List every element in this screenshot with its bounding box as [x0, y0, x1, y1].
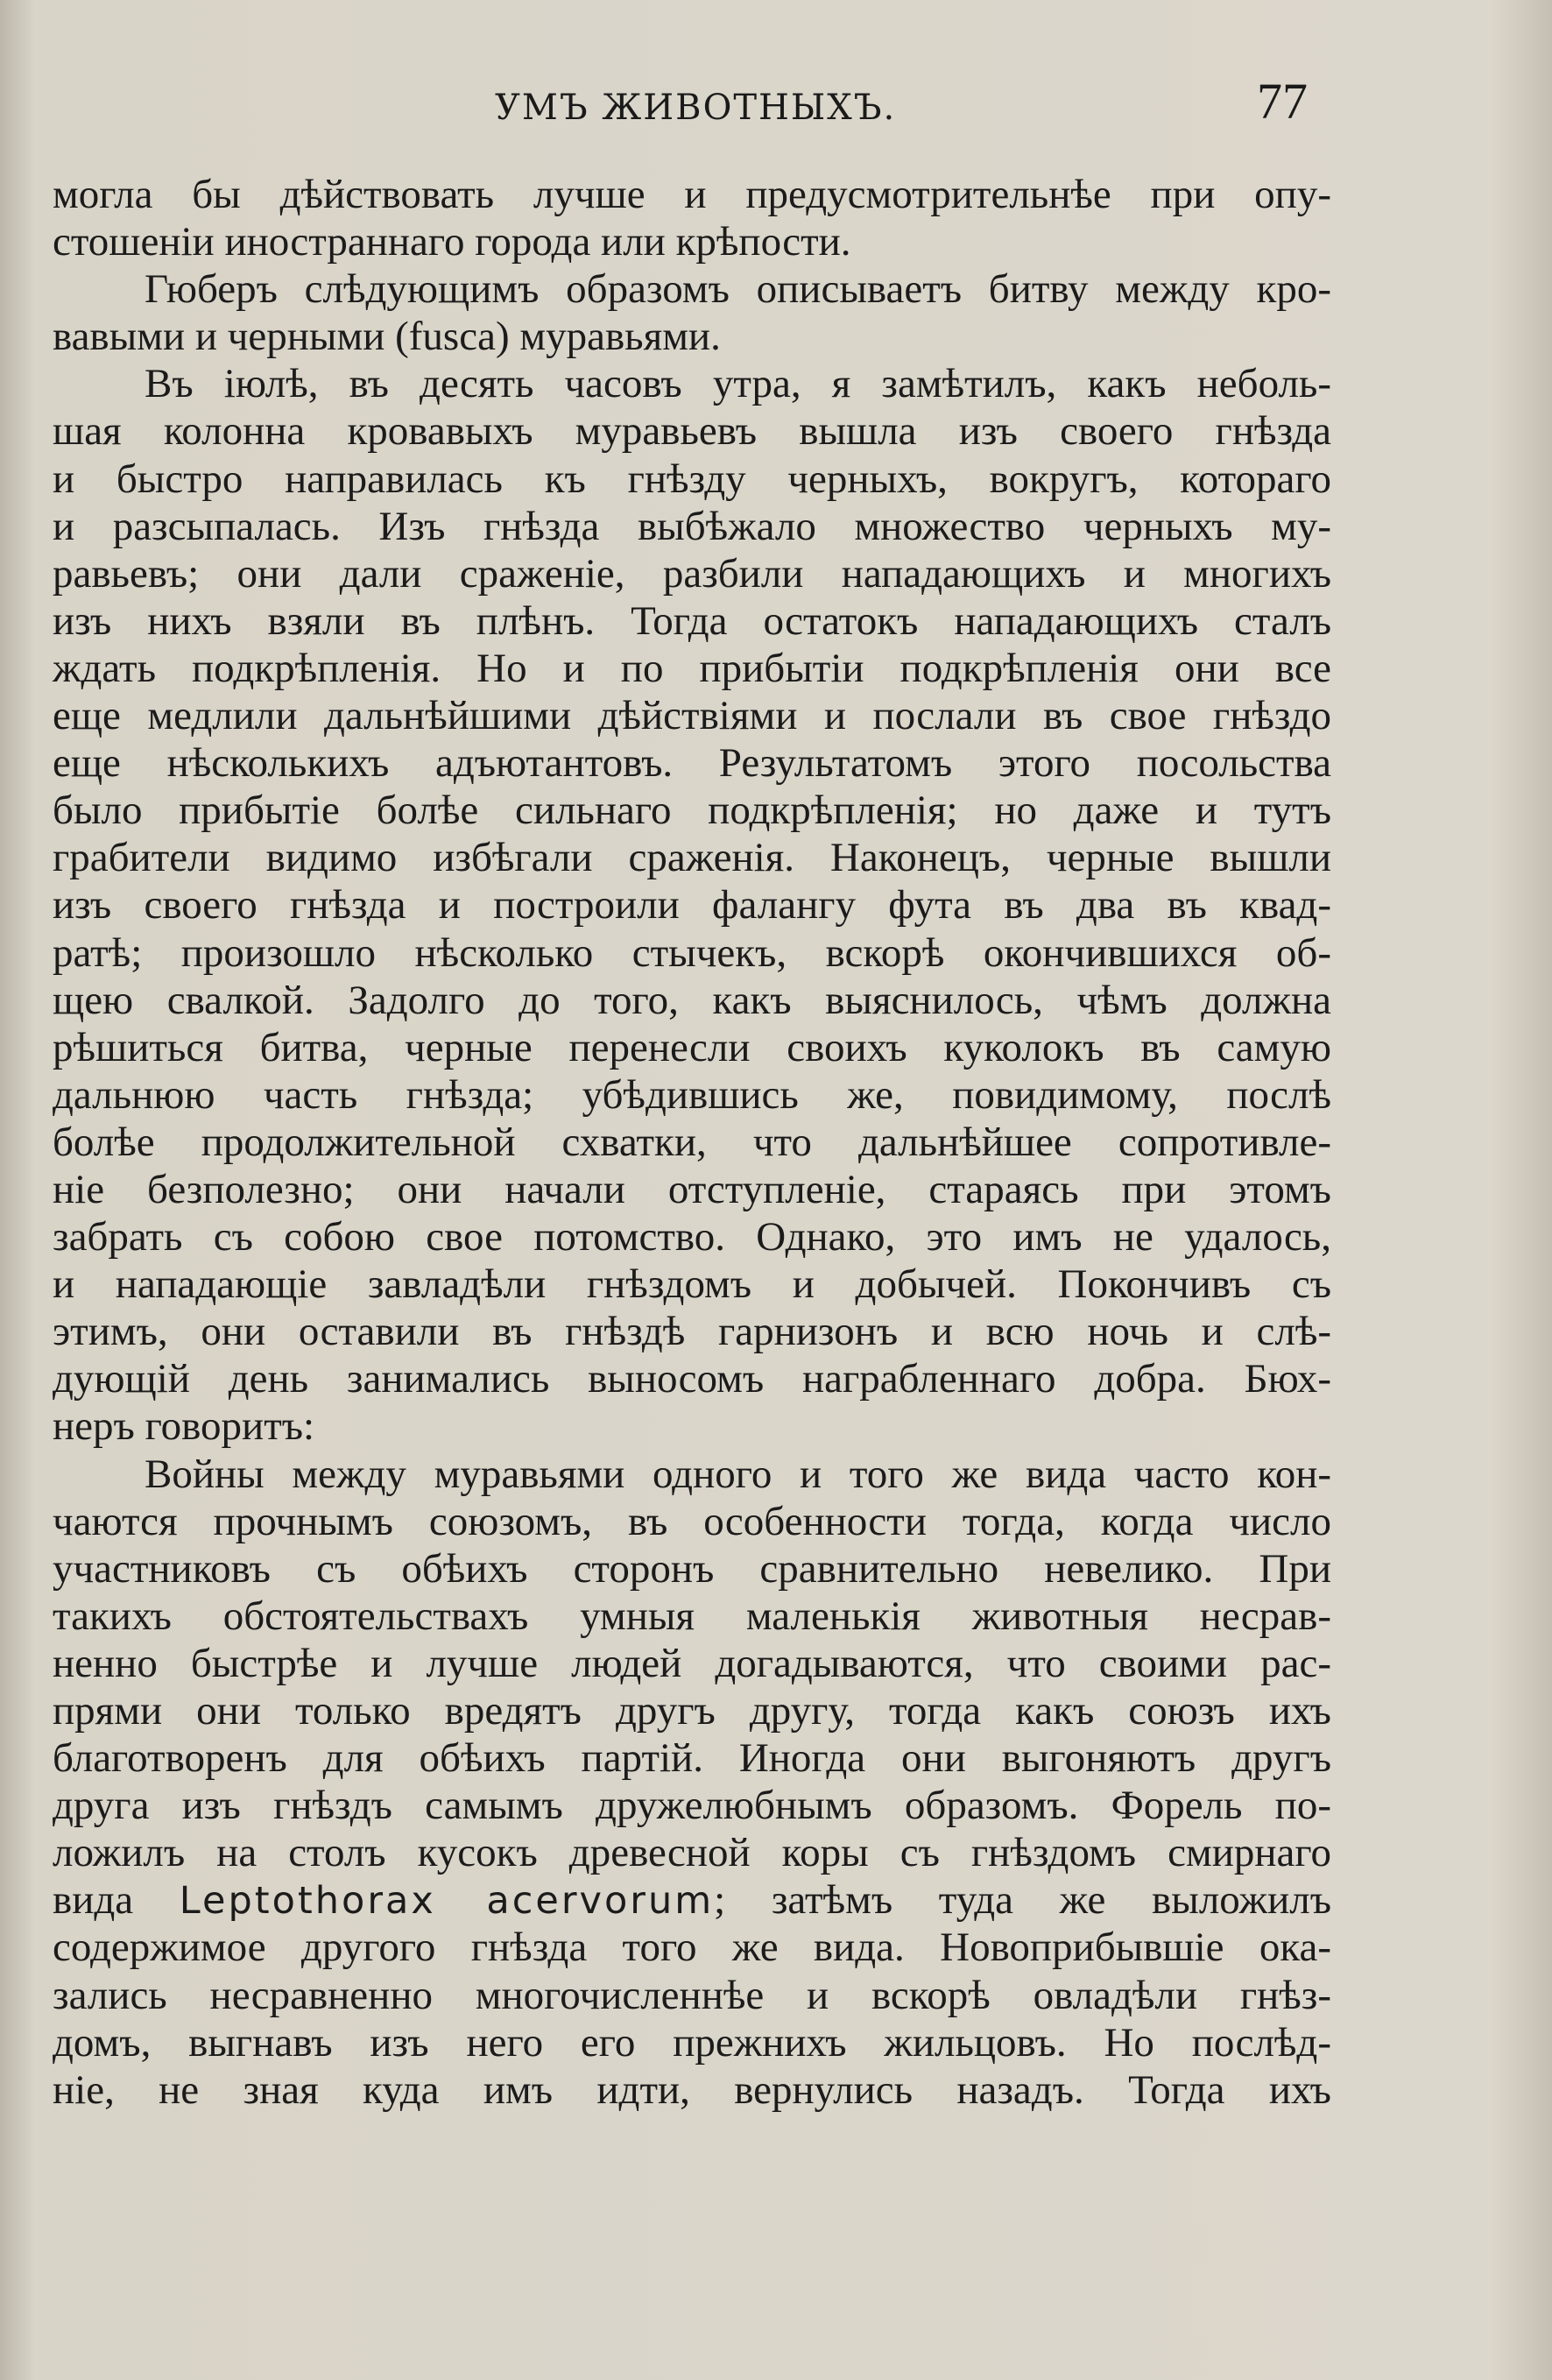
text-line — [53, 550, 1331, 597]
text-line-content: равьевъ; они дали сраженіе, разбили нападающихъ и многихъ — [53, 550, 1331, 597]
text-line-content: Въ іюлѣ, въ десять часовъ утра, я замѣтилъ, какъ неболь- — [145, 361, 1331, 407]
text-line — [53, 1782, 1331, 1829]
running-title: УМЪ ЖИВОТНЫХЪ. — [495, 88, 897, 128]
text-line-continuation: ; затѣмъ туда же выложилъ — [714, 1877, 1331, 1924]
text-line — [53, 692, 1331, 739]
text-line — [53, 2066, 1331, 2114]
text-line-content: ждать подкрѣпленія. Но и по прибытіи подкрѣпленія они все — [53, 645, 1331, 691]
text-line — [53, 1166, 1331, 1213]
text-line — [53, 834, 1331, 881]
text-line-content: было прибытіе болѣе сильнаго подкрѣпленія; но даже и тутъ — [53, 787, 1331, 834]
text-line — [53, 1593, 1331, 1640]
text-line-content: Гюберъ слѣдующимъ образомъ описываетъ битву между кро- — [145, 266, 1331, 313]
text-line — [53, 881, 1331, 929]
text-line-content: еще нѣсколькихъ адъютантовъ. Результатомъ этого посольства — [53, 740, 1331, 787]
text-line — [53, 1972, 1331, 2019]
text-line-content: ненно быстрѣе и лучше людей догадываются, что своими рас- — [53, 1640, 1331, 1686]
text-line-content: ніе, не зная куда имъ идти, вернулись назадъ. Тогда ихъ — [53, 2066, 1331, 2113]
text-line-content: могла бы дѣйствовать лучше и предусмотрительнѣе при опу- — [53, 172, 1331, 217]
text-line — [53, 1545, 1331, 1593]
text-line — [53, 1640, 1331, 1687]
text-line — [53, 313, 1331, 360]
text-line — [53, 1829, 1331, 1876]
text-line — [53, 407, 1331, 455]
text-line — [53, 1498, 1331, 1545]
text-line-content: вида — [53, 1877, 134, 1924]
text-line — [53, 977, 1331, 1024]
text-line — [53, 2019, 1331, 2066]
text-line-content: домъ, выгнавъ изъ него его прежнихъ жильцовъ. Но послѣд- — [53, 2019, 1331, 2066]
text-line — [53, 1213, 1331, 1261]
text-line-content: забрать съ собою свое потомство. Однако, это имъ не удалось, — [53, 1214, 1331, 1261]
text-line — [53, 360, 1331, 407]
text-line-content: ложилъ на столъ кусокъ древесной коры съ гнѣздомъ смирнаго — [53, 1830, 1331, 1876]
text-line-content: Войны между муравьями одного и того же вида часто кон- — [145, 1451, 1331, 1497]
text-line — [53, 1924, 1331, 1971]
text-line — [53, 787, 1331, 834]
text-line — [53, 1071, 1331, 1119]
text-line-content: благотворенъ для обѣихъ партій. Иногда они выгоняютъ другъ — [53, 1735, 1331, 1782]
text-line — [53, 456, 1331, 503]
text-line-content: изъ своего гнѣзда и построили фалангу фута въ два въ квад- — [53, 882, 1331, 929]
text-line-content: участниковъ съ обѣихъ сторонъ сравнительно невелико. При — [53, 1545, 1331, 1592]
text-line — [53, 929, 1331, 977]
text-line-content: рѣшиться битва, черные перенесли своихъ куколокъ въ самую — [53, 1024, 1331, 1070]
text-line — [53, 1402, 1331, 1450]
text-line-content: грабители видимо избѣгали сраженія. Наконецъ, черные вышли — [53, 835, 1331, 881]
text-line-content: прями они только вредятъ другъ другу, тогда какъ союзъ ихъ — [53, 1688, 1331, 1734]
text-line-content: и нападающіе завладѣли гнѣздомъ и добычей. Покончивъ съ — [53, 1261, 1331, 1308]
text-line — [53, 1261, 1331, 1308]
text-line-content: дальнюю часть гнѣзда; убѣдившись же, повидимому, послѣ — [53, 1071, 1331, 1118]
body-text — [53, 171, 1331, 2114]
text-line — [53, 1451, 1331, 1498]
text-line-content: стошеніи иностраннаго города или крѣпости. — [53, 219, 851, 265]
species-name: Leptothorax acervorum — [179, 1879, 715, 1924]
text-line-content: неръ говоритъ: — [53, 1403, 315, 1450]
text-line — [53, 1308, 1331, 1355]
text-line — [53, 265, 1331, 313]
text-line — [53, 218, 1331, 265]
text-line-content: шая колонна кровавыхъ муравьевъ вышла изъ своего гнѣзда — [53, 408, 1331, 455]
text-line-content: этимъ, они оставили въ гнѣздѣ гарнизонъ и всю ночь и слѣ- — [53, 1309, 1331, 1355]
text-line-content: чаются прочнымъ союзомъ, въ особенности тогда, когда число — [53, 1498, 1331, 1544]
text-line-content: друга изъ гнѣздъ самымъ дружелюбнымъ образомъ. Форель по- — [53, 1783, 1331, 1829]
text-line-content: щею свалкой. Задолго до того, какъ выяснилось, чѣмъ должна — [53, 977, 1331, 1023]
text-line — [53, 1119, 1331, 1166]
text-line-content: и разсыпалась. Изъ гнѣзда выбѣжало множество черныхъ му- — [53, 503, 1331, 549]
text-line-content: дующій день занимались выносомъ награбленнаго добра. Бюх- — [53, 1356, 1331, 1402]
text-line-content: ніе безполезно; они начали отступленіе, стараясь при этомъ — [53, 1166, 1331, 1212]
text-line-content: содержимое другого гнѣзда того же вида. Новоприбывшіе ока- — [53, 1924, 1331, 1971]
text-line-content: болѣе продолжительной схватки, что дальнѣйшее сопротивле- — [53, 1119, 1331, 1165]
text-line — [53, 739, 1331, 787]
text-line-content: вавыми и черными (fusca) муравьями. — [53, 314, 721, 360]
text-line — [53, 1355, 1331, 1402]
text-line — [53, 1024, 1331, 1071]
text-line-content: и быстро направилась къ гнѣзду черныхъ, вокругъ, котораго — [53, 456, 1331, 502]
text-line — [53, 597, 1331, 645]
text-line — [53, 1734, 1331, 1782]
text-line-content: такихъ обстоятельствахъ умныя маленькія животныя несрав- — [53, 1593, 1331, 1639]
text-line — [53, 1876, 1331, 1924]
text-line — [53, 171, 1331, 218]
text-line — [53, 645, 1331, 692]
text-line-content: еще медлили дальнѣйшими дѣйствіями и послали въ свое гнѣздо — [53, 693, 1331, 739]
page-number: 77 — [1257, 73, 1308, 130]
text-line-content: зались несравненно многочисленнѣе и вскорѣ овладѣли гнѣз- — [53, 1972, 1331, 2018]
text-line — [53, 1687, 1331, 1734]
text-line-content: изъ нихъ взяли въ плѣнъ. Тогда остатокъ нападающихъ сталъ — [53, 597, 1331, 644]
page-header — [53, 72, 1323, 142]
text-line — [53, 503, 1331, 550]
text-line-content: ратѣ; произошло нѣсколько стычекъ, вскорѣ окончившихся об- — [53, 929, 1331, 976]
